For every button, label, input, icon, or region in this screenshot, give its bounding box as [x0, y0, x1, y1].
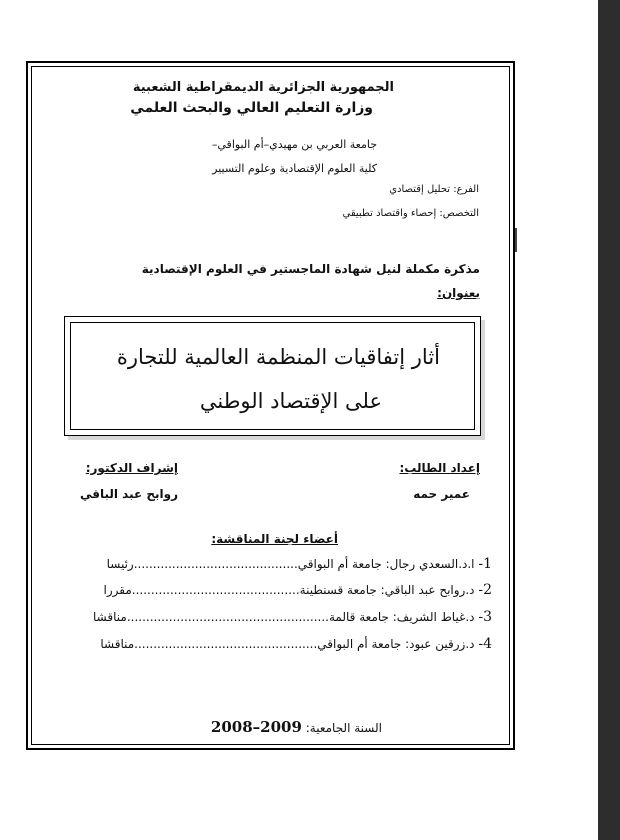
- member-dots: ............................................: [131, 583, 300, 597]
- member-dots: .....................................................: [126, 610, 329, 624]
- thesis-title-line2: على الإقتصاد الوطني: [199, 389, 382, 413]
- member-number: 4-: [478, 636, 492, 652]
- member-name: ا.د.السعدي رجال: جامعة أم البواقي: [297, 557, 475, 571]
- committee-member: [100, 636, 492, 652]
- committee-member: [107, 556, 492, 572]
- member-dots: ................................................: [134, 637, 318, 651]
- member-number: 1-: [478, 556, 492, 572]
- republic-header: الجمهورية الجزائرية الديمقراطية الشعبية: [132, 80, 394, 95]
- page-edge-mark: [515, 228, 517, 252]
- member-name: د.روابح عبد الباقي: جامعة قسنطينة: [299, 583, 475, 597]
- committee-member: [93, 609, 492, 625]
- academic-year-label: السنة الجامعية:: [305, 721, 382, 735]
- member-number: 3-: [478, 609, 492, 625]
- supervisor-label: إشراف الدكتور:: [85, 461, 178, 475]
- ministry-header: وزارة التعليم العالي والبحث العلمي: [130, 100, 373, 116]
- committee-member: [104, 582, 492, 598]
- branch-line: الفرع: تحليل إقتصادي: [389, 184, 479, 195]
- member-dots: ...........................................: [133, 557, 298, 571]
- university-name: جامعة العربي بن مهيدي–أم البواقي–: [211, 138, 377, 151]
- supervisor-name: روابح عبد الباقي: [79, 487, 178, 501]
- member-name: د.زرقين عبود: جامعة أم البواقي: [317, 637, 475, 651]
- title-label: بعنوان:: [437, 286, 480, 300]
- thesis-title-line1: أثار إتفاقيات المنظمة العالمية للتجارة: [116, 345, 440, 369]
- member-role: رئيسا: [106, 557, 134, 571]
- student-name: عمير حمه: [413, 487, 470, 501]
- member-role: مناقشا: [100, 637, 135, 651]
- member-name: د.غياط الشريف: جامعة قالمة: [328, 610, 475, 624]
- title-box: [64, 316, 481, 436]
- member-number: 2-: [478, 582, 492, 598]
- viewer-scrollbar-track[interactable]: [598, 0, 620, 840]
- thesis-purpose: مذكرة مكملة لنيل شهادة الماجستير في العلوم الإقتصادية: [141, 262, 480, 276]
- member-role: مناقشا: [93, 610, 127, 624]
- student-label: إعداد الطالب:: [399, 461, 480, 475]
- faculty-name: كلية العلوم الإقتصادية وعلوم التسيير: [212, 162, 377, 175]
- committee-heading: أعضاء لجنة المناقشة:: [211, 532, 338, 546]
- specialization-line: التخصص: إحصاء واقتصاد تطبيقي: [342, 208, 479, 219]
- academic-year-line: [211, 718, 382, 736]
- member-role: مقررا: [103, 583, 132, 597]
- academic-year-value: 2009–2008: [210, 718, 302, 736]
